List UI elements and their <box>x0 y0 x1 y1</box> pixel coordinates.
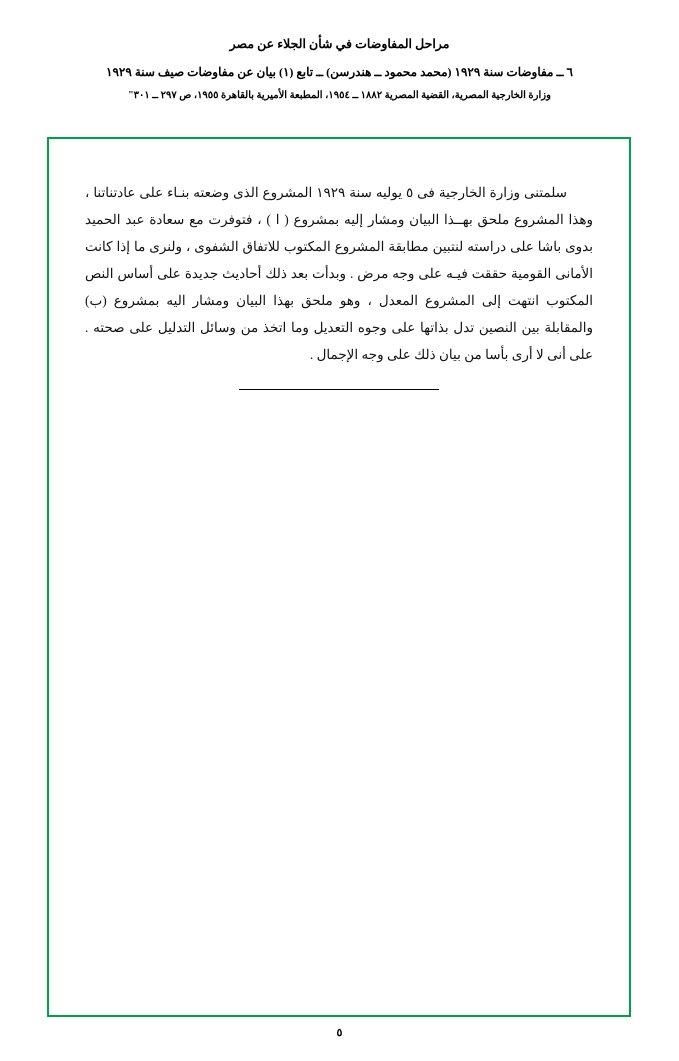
body-paragraph: سلمتنى وزارة الخارجية فى ٥ يوليه سنة ١٩٢٩ المشروع الذى وضعته بنـاء على عادتناتنا ، وهذا المشروع ملحق بهــذا البيان ومشار إليه بمشروع ( ا ) ، فتوفرت مع سعادة عبد الحميد بدوى باشا على دراسته لنتبين مطابقة المشروع المكتوب للاتفاق الشفوى ، ولنرى ما إذا كانت الأمانى القومية حققت فيـه على وجه مرض . وبدأت بعد ذلك أحاديث جديدة على أساس النص المكتوب انتهت إلى المشروع المعدل ، وهو ملحق بهذا البيان ومشار اليه بمشروع (ب) والمقابلة بين النصين تدل بذاتها على وجوه التعديل وما اتخذ من وسائل التدليل على صحته . على أنى لا أرى بأسا من بيان ذلك على وجه الإجمال . <box>85 185 593 362</box>
page-header <box>0 0 679 101</box>
page-subtitle: ٦ ــ مفاوضات سنة ١٩٢٩ (محمد محمود ــ هندرسن) ــ تابع (١) بيان عن مفاوضات صيف سنة ١٩٢٩ <box>106 64 573 79</box>
body-text-block <box>85 179 593 368</box>
horizontal-divider <box>239 389 439 390</box>
page-source-citation: وزارة الخارجية المصرية، القضية المصرية ١٨٨٢ ــ ١٩٥٤، المطبعة الأميرية بالقاهرة ١٩٥٥، ص ٢٩٧ ــ ٣٠١" <box>128 89 551 101</box>
page-title: مراحل المفاوضات في شأن الجلاء عن مصر <box>229 37 450 51</box>
page-number: ٥ <box>336 1027 343 1039</box>
content-frame <box>47 137 631 1017</box>
